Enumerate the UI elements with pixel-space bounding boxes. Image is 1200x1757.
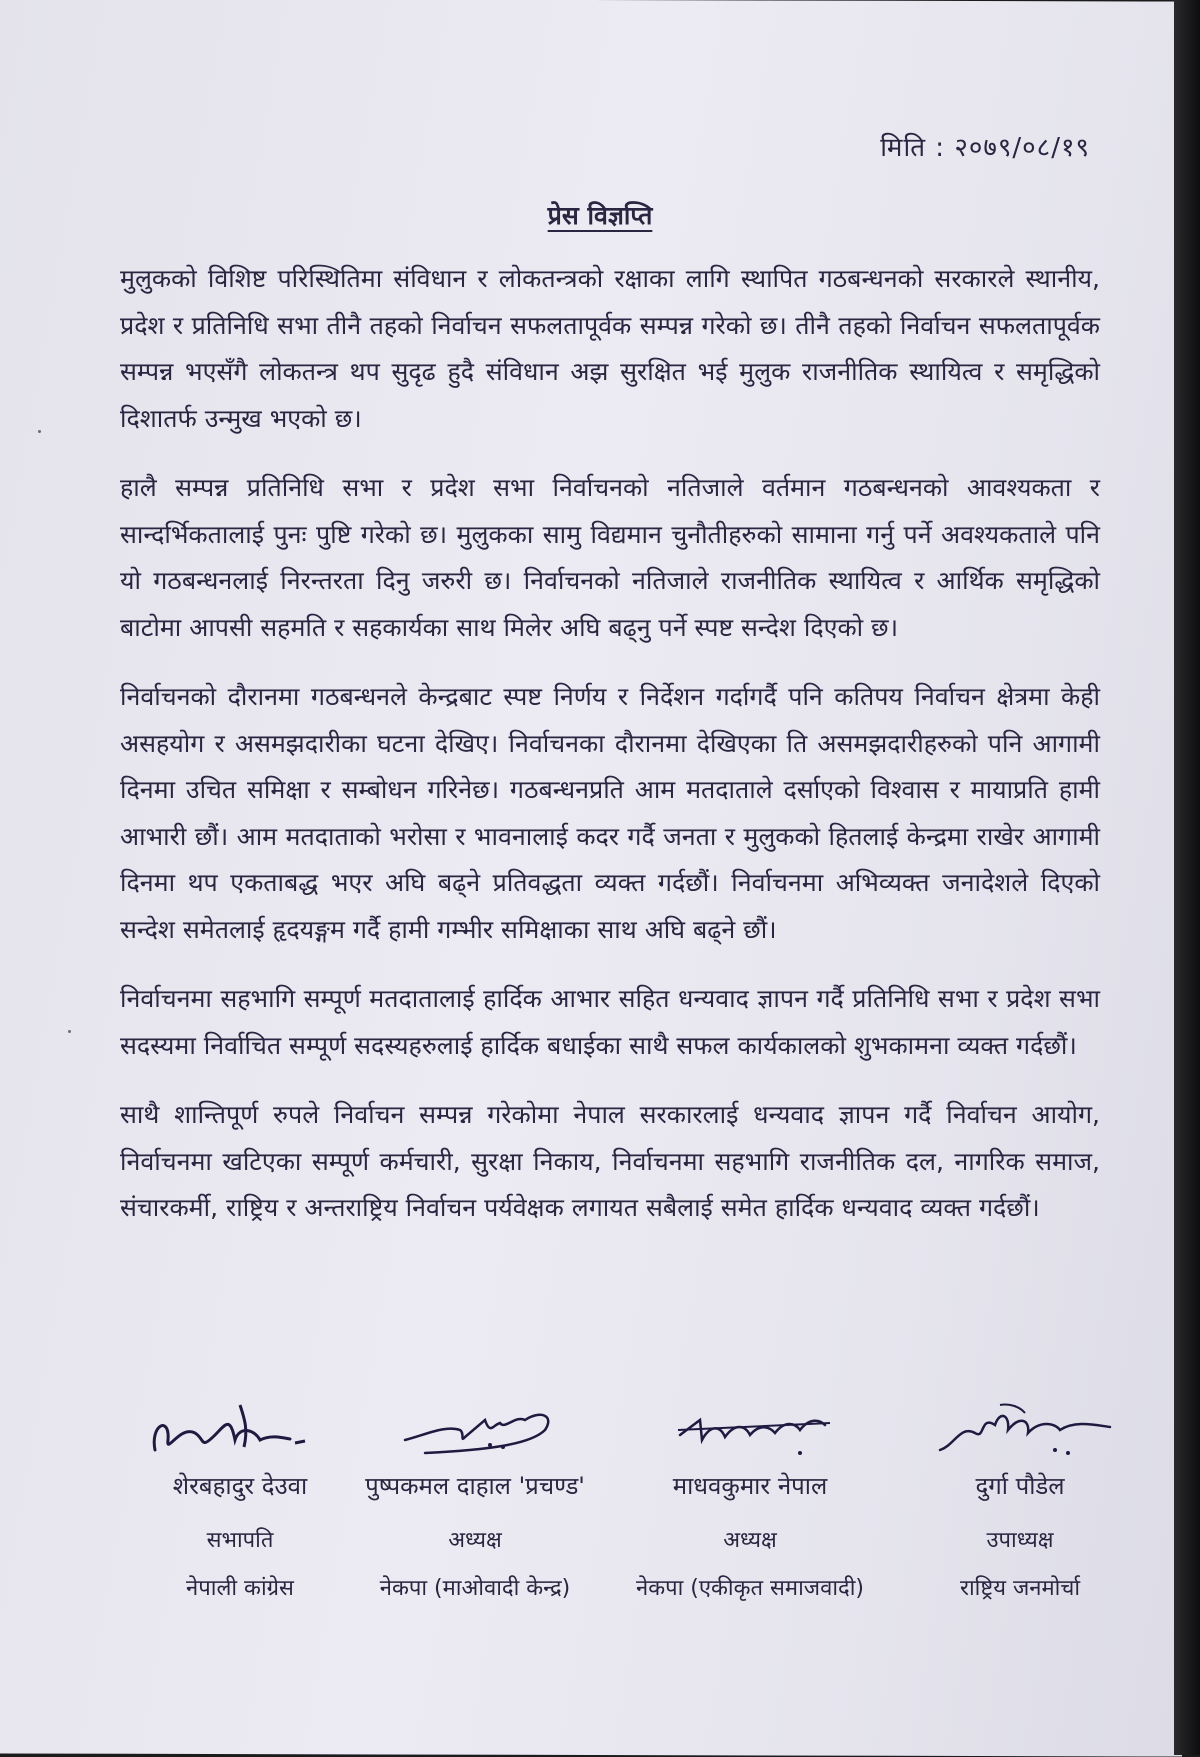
paper-speck [68, 1030, 71, 1033]
page-edge-shadow [1174, 0, 1200, 1755]
press-date: मिति : २०७९/०८/१९ [880, 133, 1090, 163]
signatory-1-org: नेपाली कांग्रेस [186, 1576, 294, 1601]
signature-4-icon [910, 1395, 1130, 1465]
paragraph-2: हालै सम्पन्न प्रतिनिधि सभा र प्रदेश सभा निर्वाचनको नतिजाले वर्तमान गठबन्धनको आवश्यकता र सान्दर्भिकतालाई पुनः पुष्टि गरेको छ। मुलुकका सामु विद्यमान चुनौतीहरुको सामाना गर्नु पर्ने अवश्यकताले पनि यो गठबन्धनलाई निरन्तरता दिनु जरुरी छ। निर्वाचनको नतिजाले राजनीतिक स्थायित्व र आर्थिक समृद्धिको बाटोमा आपसी सहमति र सहकार्यका साथ मिलेर अघि बढ्नु पर्ने स्पष्ट सन्देश दिएको छ। [120, 473, 1100, 642]
signatory-4-position: उपाध्यक्ष [986, 1528, 1054, 1553]
signature-1-icon [140, 1395, 340, 1465]
paper-speck [38, 430, 41, 433]
signatory-4-name: दुर्गा पौडेल [975, 1472, 1065, 1500]
signatory-3-name: माधवकुमार नेपाल [672, 1472, 828, 1500]
signatory-3-position: अध्यक्ष [723, 1528, 777, 1553]
press-title-text: प्रेस विज्ञप्ति [547, 201, 653, 230]
signatory-2-org: नेकपा (माओवादी केन्द्र) [379, 1576, 571, 1601]
paragraph-4: निर्वाचनमा सहभागि सम्पूर्ण मतदातालाई हार्दिक आभार सहित धन्यवाद ज्ञापन गर्दै प्रतिनिधि सभा र प्रदेश सभा सदस्यमा निर्वाचित सम्पूर्ण सदस्यहरुलाई हार्दिक बधाईका साथै सफल कार्यकालको शुभकामना व्यक्त गर्दछौं। [120, 984, 1100, 1060]
paragraph-3: निर्वाचनको दौरानमा गठबन्धनले केन्द्रबाट स्पष्ट निर्णय र निर्देशन गर्दागर्दै पनि कतिपय निर्वाचन क्षेत्रमा केही असहयोग र असमझदारीका घटना देखिए। निर्वाचनका दौरानमा देखिएका ति असमझदारीहरुको पनि आगामी दिनमा उचित समिक्षा र सम्बोधन गरिनेछ। गठबन्धनप्रति आम मतदाताले दर्साएको विश्वास र मायाप्रति हामी आभारी छौं। आम मतदाताको भरोसा र भावनालाई कदर गर्दै जनता र मुलुकको हितलाई केन्द्रमा राखेर आगामी दिनमा थप एकताबद्ध भएर अघि बढ्ने प्रतिवद्धता व्यक्त गर्दछौं। निर्वाचनमा अभिव्यक्त जनादेशले दिएको सन्देश समेतलाई हृदयङ्गम गर्दै हामी गम्भीर समिक्षाका साथ अघि बढ्ने छौं। [120, 682, 1100, 944]
press-title [0, 198, 1200, 232]
signatory-1 [110, 1395, 370, 1635]
signatory-3 [610, 1395, 890, 1635]
paragraph-1: मुलुकको विशिष्ट परिस्थितिमा संविधान र लोकतन्त्रको रक्षाका लागि स्थापित गठबन्धनको सरकारले स्थानीय, प्रदेश र प्रतिनिधि सभा तीनै तहको निर्वाचन सफलतापूर्वक सम्पन्न गरेको छ। तीनै तहको निर्वाचन सफलतापूर्वक सम्पन्न भएसँगै लोकतन्त्र थप सुदृढ हुदै संविधान अझ सुरक्षित भई मुलुक राजनीतिक स्थायित्व र समृद्धिको दिशातर्फ उन्मुख भएको छ। [120, 264, 1100, 433]
paragraph-5: साथै शान्तिपूर्ण रुपले निर्वाचन सम्पन्न गरेकोमा नेपाल सरकारलाई धन्यवाद ज्ञापन गर्दै निर्वाचन आयोग, निर्वाचनमा खटिएका सम्पूर्ण कर्मचारी, सुरक्षा निकाय, निर्वाचनमा सहभागि राजनीतिक दल, नागरिक समाज, संचारकर्मी, राष्ट्रिय र अन्तराष्ट्रिय निर्वाचन पर्यवेक्षक लगायत सबैलाई समेत हार्दिक धन्यवाद व्यक्त गर्दछौं। [120, 1100, 1100, 1222]
signatory-1-name: शेरबहादुर देउवा [172, 1472, 308, 1500]
signatures-block [110, 1395, 1150, 1635]
signatory-4-org: राष्ट्रिय जनमोर्चा [959, 1576, 1081, 1601]
signatory-2-name: पुष्पकमल दाहाल 'प्रचण्ड' [365, 1472, 585, 1500]
press-body [120, 256, 1100, 1255]
signature-3-icon [640, 1395, 860, 1465]
signatory-3-org: नेकपा (एकीकृत समाजवादी) [635, 1576, 864, 1601]
signatory-2 [335, 1395, 615, 1635]
signatory-2-position: अध्यक्ष [448, 1528, 502, 1553]
signatory-4 [890, 1395, 1150, 1635]
signature-2-icon [365, 1395, 585, 1465]
signatory-1-position: सभापति [206, 1528, 274, 1553]
